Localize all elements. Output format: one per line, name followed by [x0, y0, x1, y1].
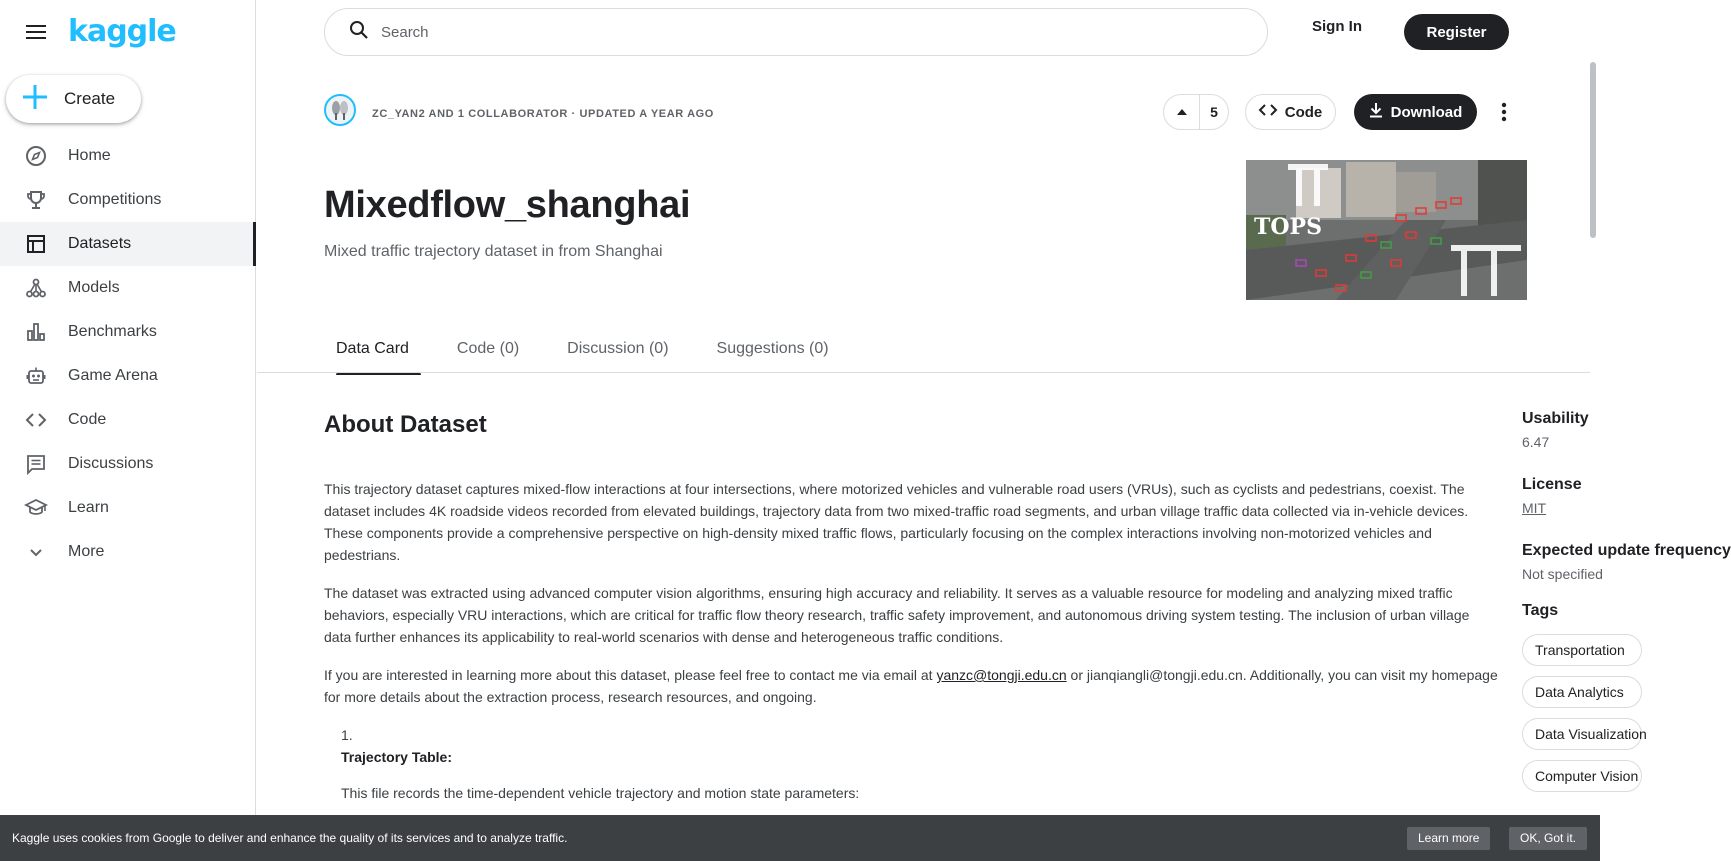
about-heading: About Dataset [324, 411, 487, 438]
trophy-icon [24, 188, 48, 212]
bar-chart-icon [24, 320, 48, 344]
sidebar-item-label: Game Arena [68, 367, 158, 384]
tab-suggestions[interactable]: Suggestions (0) [716, 340, 829, 357]
download-icon [1369, 102, 1383, 122]
sidebar [0, 0, 256, 861]
sidebar-item-home[interactable] [0, 134, 256, 178]
upvote-count: 5 [1210, 104, 1218, 120]
sidebar-item-code[interactable] [0, 398, 256, 442]
sidebar-item-label: Learn [68, 499, 109, 516]
license-label: License [1522, 476, 1582, 493]
dataset-subtitle: Mixed traffic trajectory dataset in from Shanghai [324, 243, 663, 260]
more-vert-icon[interactable] [1490, 98, 1518, 126]
chevron-down-icon [24, 540, 48, 564]
code-icon [24, 408, 48, 432]
sidebar-item-models[interactable] [0, 266, 256, 310]
models-icon [24, 276, 48, 300]
tag-chip[interactable]: Data Analytics [1522, 676, 1642, 708]
usability-value: 6.47 [1522, 434, 1550, 450]
email-link[interactable]: yanzc@tongji.edu.cn [936, 667, 1067, 683]
description-paragraph: The dataset was extracted using advanced computer vision algorithms, ensuring high accuracy and reliability. It serves as a valuable resource for modeling and analyzing mixed traffic behaviors, especially VRU interactions, which are critical for traffic flow theory research, traffic safety improvement, and autonomous driving system testing. The inclusion of urban village data further enhances its applicability to real-world scenarios with dense and heterogeneous traffic conditions. [324, 585, 1470, 645]
tab-bar [324, 330, 865, 372]
contact-text-cont: or jianqiangli@tongji.edu.cn. Additionally, you can visit my homepage for more details about the extraction process, research resources, and ongoing. [324, 667, 1498, 705]
download-button[interactable] [1354, 94, 1477, 130]
tab-divider [257, 372, 1590, 373]
sidebar-item-more[interactable] [0, 530, 256, 574]
tab-discussion[interactable]: Discussion (0) [567, 340, 669, 357]
list-item-description: This file records the time-dependent vehicle trajectory and motion state parameters: [341, 785, 860, 801]
dataset-meta [1522, 410, 1731, 792]
upvote-control [1163, 94, 1229, 130]
owner-line: ZC_YAN2 AND 1 COLLABORATOR · UPDATED A YEAR AGO [372, 108, 714, 120]
code-icon [1259, 103, 1277, 121]
tab-data-card[interactable]: Data Card [324, 330, 421, 372]
table-icon [24, 232, 48, 256]
search-bar[interactable] [324, 8, 1268, 56]
scrollbar[interactable] [1590, 62, 1596, 238]
cookie-text: Kaggle uses cookies from Google to deliver and enhance the quality of its services and to analyze traffic. [12, 831, 568, 845]
register-button[interactable]: Register [1404, 14, 1509, 50]
tag-chip[interactable]: Data Visualization [1522, 718, 1642, 750]
brand [22, 14, 176, 50]
list-number: 1. [341, 727, 353, 743]
cookie-ok-button[interactable]: OK, Got it. [1509, 827, 1587, 850]
comment-icon [24, 452, 48, 476]
license-value[interactable]: MIT [1522, 500, 1547, 516]
search-icon [349, 20, 369, 45]
sidebar-item-label: Competitions [68, 191, 162, 208]
sidebar-item-label: Benchmarks [68, 323, 157, 340]
sidebar-item-game-arena[interactable] [0, 354, 256, 398]
sidebar-item-label: More [68, 543, 105, 560]
sidebar-item-learn[interactable] [0, 486, 256, 530]
sidebar-item-label: Home [68, 147, 111, 164]
search-input[interactable] [381, 24, 1231, 41]
arrow-up-icon [1176, 103, 1188, 121]
tag-chip[interactable]: Computer Vision [1522, 760, 1642, 792]
download-button-label: Download [1390, 103, 1463, 121]
upvote-button[interactable] [1164, 95, 1200, 129]
sign-in-button[interactable]: Sign In [1312, 18, 1362, 35]
expected-update-label: Expected update frequency [1522, 542, 1731, 559]
sidebar-nav [0, 134, 256, 574]
contact-text: If you are interested in learning more about this dataset, please feel free to contact me via email at [324, 667, 937, 683]
sidebar-item-label: Discussions [68, 455, 154, 472]
description-paragraph [324, 664, 1499, 708]
avatar[interactable] [324, 94, 356, 126]
code-button[interactable] [1245, 94, 1336, 130]
robot-icon [24, 364, 48, 388]
list-item-title: Trajectory Table: [341, 749, 453, 765]
dataset-thumbnail [1246, 160, 1527, 300]
usability-label: Usability [1522, 410, 1589, 427]
thumbnail-text: TOPS [1254, 214, 1322, 240]
sidebar-item-benchmarks[interactable] [0, 310, 256, 354]
description-paragraph: This trajectory dataset captures mixed-flow interactions at four intersections, where motorized vehicles and vulnerable road users (VRUs), such as cyclists and pedestrians, coexist. The dataset includes 4K roadside videos recorded from elevated buildings, trajectory data from two mixed-traffic road segments, and urban village traffic data collected via in-vehicle devices. These components provide a comprehensive perspective on high-density mixed traffic flows, particularly focusing on the complex interactions involving non-motorized vehicles and pedestrians. [324, 481, 1469, 563]
create-button[interactable] [6, 75, 141, 123]
cookie-banner [0, 815, 1600, 861]
expected-update-value: Not specified [1522, 566, 1603, 582]
sidebar-item-label: Models [68, 279, 120, 296]
plus-icon [22, 84, 48, 115]
code-button-label: Code [1284, 103, 1323, 121]
tab-code[interactable]: Code (0) [456, 340, 520, 357]
sidebar-item-competitions[interactable] [0, 178, 256, 222]
kaggle-logo[interactable]: kaggle [68, 14, 176, 49]
create-label: Create [64, 89, 116, 108]
compass-icon [24, 144, 48, 168]
sidebar-item-label: Code [68, 411, 107, 428]
dataset-description [324, 478, 1499, 804]
tag-chip[interactable]: Transportation [1522, 634, 1642, 666]
sidebar-item-label: Datasets [68, 235, 132, 252]
menu-icon[interactable] [22, 18, 50, 46]
sidebar-item-datasets[interactable] [0, 222, 256, 266]
dataset-title: Mixedflow_shanghai [324, 184, 691, 226]
tags-label: Tags [1522, 602, 1559, 619]
sidebar-item-discussions[interactable] [0, 442, 256, 486]
learn-more-button[interactable]: Learn more [1407, 827, 1490, 850]
school-icon [24, 496, 48, 520]
